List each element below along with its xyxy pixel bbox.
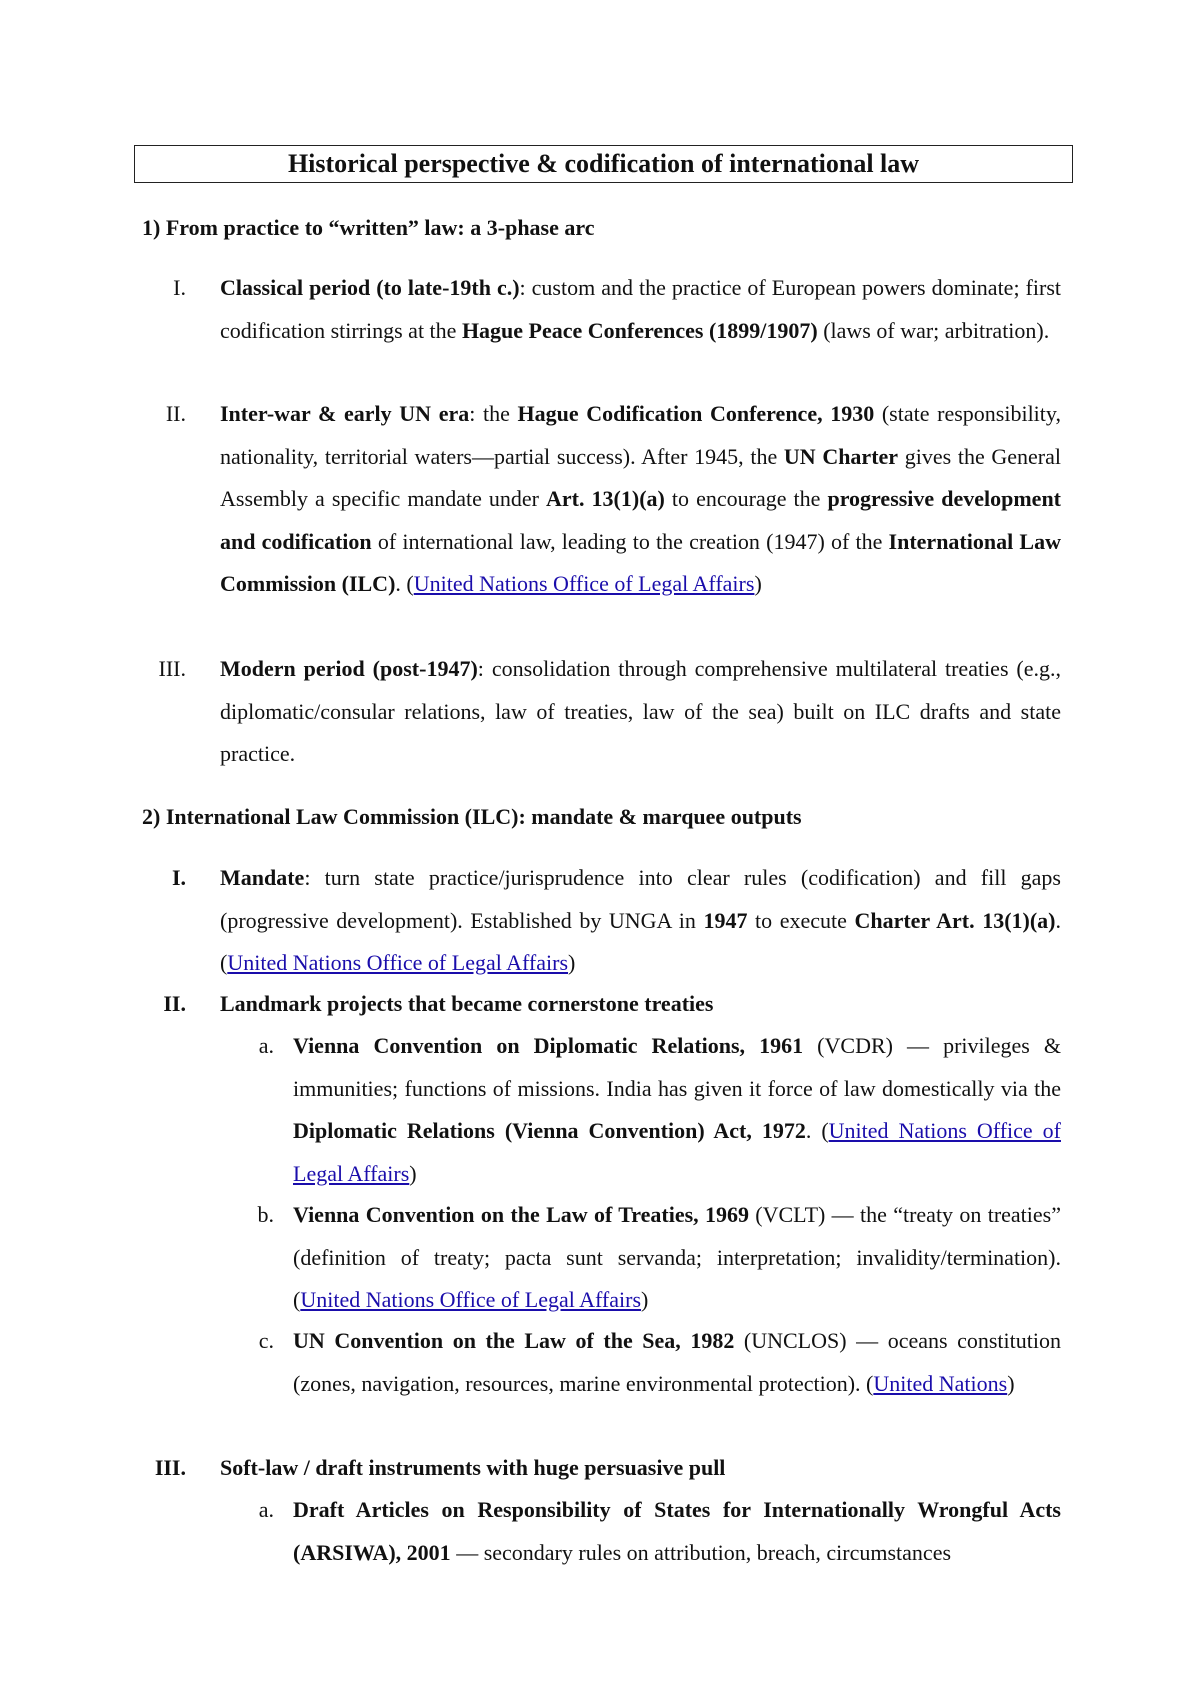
un-ola-link[interactable]: United Nations Office of Legal Affairs [413,571,755,596]
sublist-letter: a. [258,1497,274,1522]
sublist-item-arsiwa: Draft Articles on Responsibility of States for Internationally Wrongful Acts (ARSIWA), 2001 — secondary rules on attribution, breach, circumstances [293,1497,1061,1565]
list-number: I. [173,275,186,300]
list-number: III. [158,656,186,681]
list-number: II. [163,991,186,1016]
list-item-soft-law: Soft-law / draft instruments with huge persuasive pull [220,1455,726,1480]
list-item-mandate: Mandate: turn state practice/jurisprudence into clear rules (codification) and fill gaps (progressive development). Established by UNGA in 1947 to execute Charter Art. 13(1)(a). (United Nations Office of Legal Affairs) [220,865,1061,975]
sublist-item-vclt: Vienna Convention on the Law of Treaties, 1969 (VCLT) — the “treaty on treaties” (definition of treaty; pacta sunt servanda; interpretation; invalidity/termination). (United Nations Office of Legal Affairs) [293,1202,1061,1312]
sublist-letter: a. [258,1033,274,1058]
section-1-heading: 1) From practice to “written” law: a 3-phase arc [142,215,595,240]
list-item-modern-period: Modern period (post-1947): consolidation through comprehensive multilateral treaties (e.g., diplomatic/consular relations, law of treaties, law of the sea) built on ILC drafts and state practice. [220,656,1061,766]
sublist-letter: b. [257,1202,274,1227]
list-number: II. [165,401,186,426]
list-number: III. [154,1455,186,1480]
sublist-letter: c. [258,1328,274,1353]
list-item-landmark-projects: Landmark projects that became cornerstone treaties [220,991,714,1016]
page-title: Historical perspective & codification of international law [134,145,1073,183]
list-item-interwar-era: Inter-war & early UN era: the Hague Codification Conference, 1930 (state responsibility, nationality, territorial waters—partial success). After 1945, the UN Charter gives the General Assembly a specific mandate under Art. 13(1)(a) to encourage the progressive development and codification of international law, leading to the creation (1947) of the International Law Commission (ILC). (United Nations Office of Legal Affairs) [220,401,1062,596]
un-link[interactable]: United Nations [873,1370,1008,1396]
sublist-item-unclos: UN Convention on the Law of the Sea, 1982 (UNCLOS) — oceans constitution (zones, navigation, resources, marine environmental protection). (United Nations) [293,1328,1061,1396]
list-number: I. [171,865,186,890]
sublist-item-vcdr: Vienna Convention on Diplomatic Relations, 1961 (VCDR) — privileges & immunities; functions of missions. India has given it force of law domestically via the Diplomatic Relations (Vienna Convention) Act, 1972. (United Nations Office of Legal Affairs) [293,1033,1061,1186]
un-ola-link[interactable]: United Nations Office of Legal Affairs [300,1287,642,1312]
list-item-classical-period: Classical period (to late-19th c.): custom and the practice of European powers dominate; first codification stirrings at the Hague Peace Conferences (1899/1907) (laws of war; arbitration). [220,275,1061,343]
un-ola-link[interactable]: United Nations Office of Legal Affairs [227,950,569,975]
un-ola-link[interactable]: United Nations Office of Legal Affairs [293,1118,1061,1186]
section-2-heading: 2) International Law Commission (ILC): mandate & marquee outputs [142,804,802,829]
